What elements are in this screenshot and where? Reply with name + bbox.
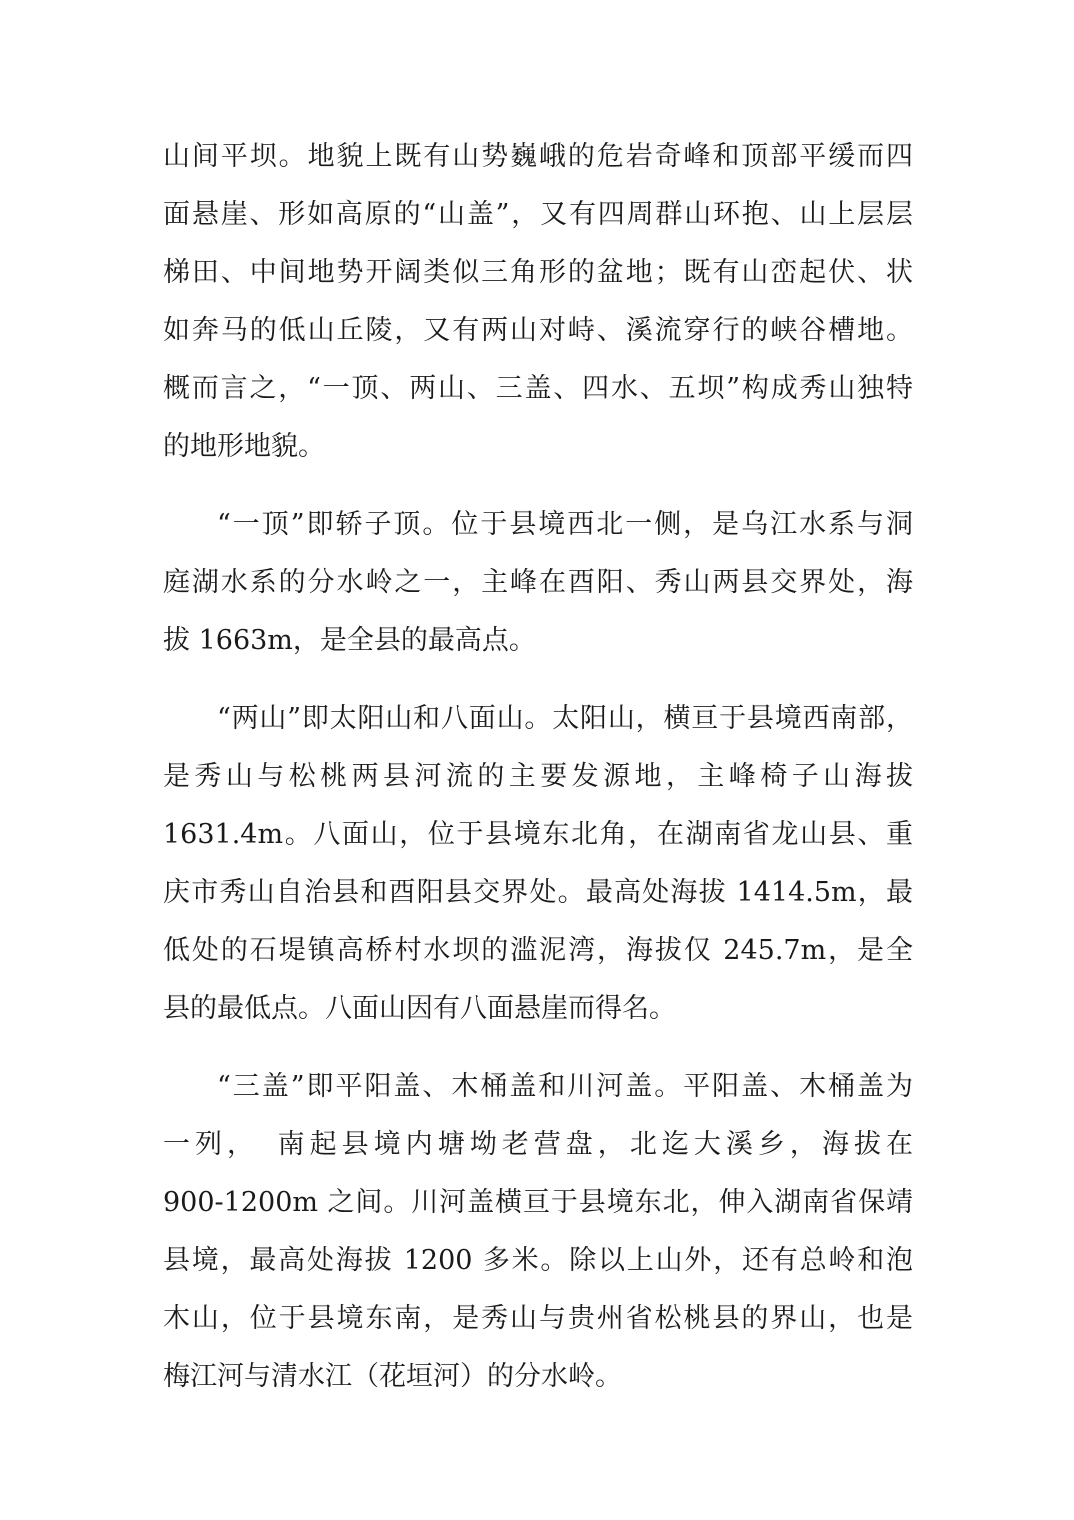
text-line: 山间平坝。地貌上既有山势巍峨的危岩奇峰和顶部平缓而四	[163, 141, 913, 172]
text-line: “两山”即太阳山和八面山。太阳山，横亘于县境西南部，	[217, 703, 913, 734]
text-line: 县的最低点。八面山因有八面悬崖而得名。	[163, 993, 676, 1024]
text-line: 900-1200m 之间。川河盖横亘于县境东北，伸入湖南省保靖	[163, 1187, 913, 1218]
text-line: 面悬崖、形如高原的“山盖”，又有四周群山环抱、山上层层	[163, 199, 913, 230]
paragraph-2	[163, 496, 913, 670]
text-line: 的地形地貌。	[163, 431, 325, 462]
text-line: 庭湖水系的分水岭之一，主峰在酉阳、秀山两县交界处，海	[163, 567, 913, 598]
text-line: 县境，最高处海拔 1200 多米。除以上山外，还有总岭和泡	[163, 1245, 913, 1276]
text-line: 概而言之，“一顶、两山、三盖、四水、五坝”构成秀山独特	[163, 373, 913, 404]
document-body	[163, 128, 913, 1406]
text-line: 是秀山与松桃两县河流的主要发源地，主峰椅子山海拔	[163, 761, 913, 792]
paragraph-3	[163, 690, 913, 1038]
paragraph-1	[163, 128, 913, 476]
text-line: 木山，位于县境东南，是秀山与贵州省松桃县的界山，也是	[163, 1303, 913, 1334]
text-line: 1631.4m。八面山，位于县境东北角，在湖南省龙山县、重	[163, 819, 913, 850]
text-line: 低处的石堤镇高桥村水坝的滥泥湾，海拔仅 245.7m，是全	[163, 935, 913, 966]
text-line: 庆市秀山自治县和酉阳县交界处。最高处海拔 1414.5m，最	[163, 877, 913, 908]
text-line: 梅江河与清水江（花垣河）的分水岭。	[163, 1361, 622, 1392]
text-line: 如奔马的低山丘陵，又有两山对峙、溪流穿行的峡谷槽地。	[163, 315, 913, 346]
text-line: 一列， 南起县境内塘坳老营盘，北迄大溪乡，海拔在	[163, 1129, 913, 1160]
text-line: 梯田、中间地势开阔类似三角形的盆地；既有山峦起伏、状	[163, 257, 913, 288]
text-line: “三盖”即平阳盖、木桶盖和川河盖。平阳盖、木桶盖为	[217, 1071, 913, 1102]
text-line: “一顶”即轿子顶。位于县境西北一侧，是乌江水系与洞	[217, 509, 913, 540]
paragraph-4	[163, 1058, 913, 1406]
text-line: 拔 1663m，是全县的最高点。	[163, 625, 536, 656]
